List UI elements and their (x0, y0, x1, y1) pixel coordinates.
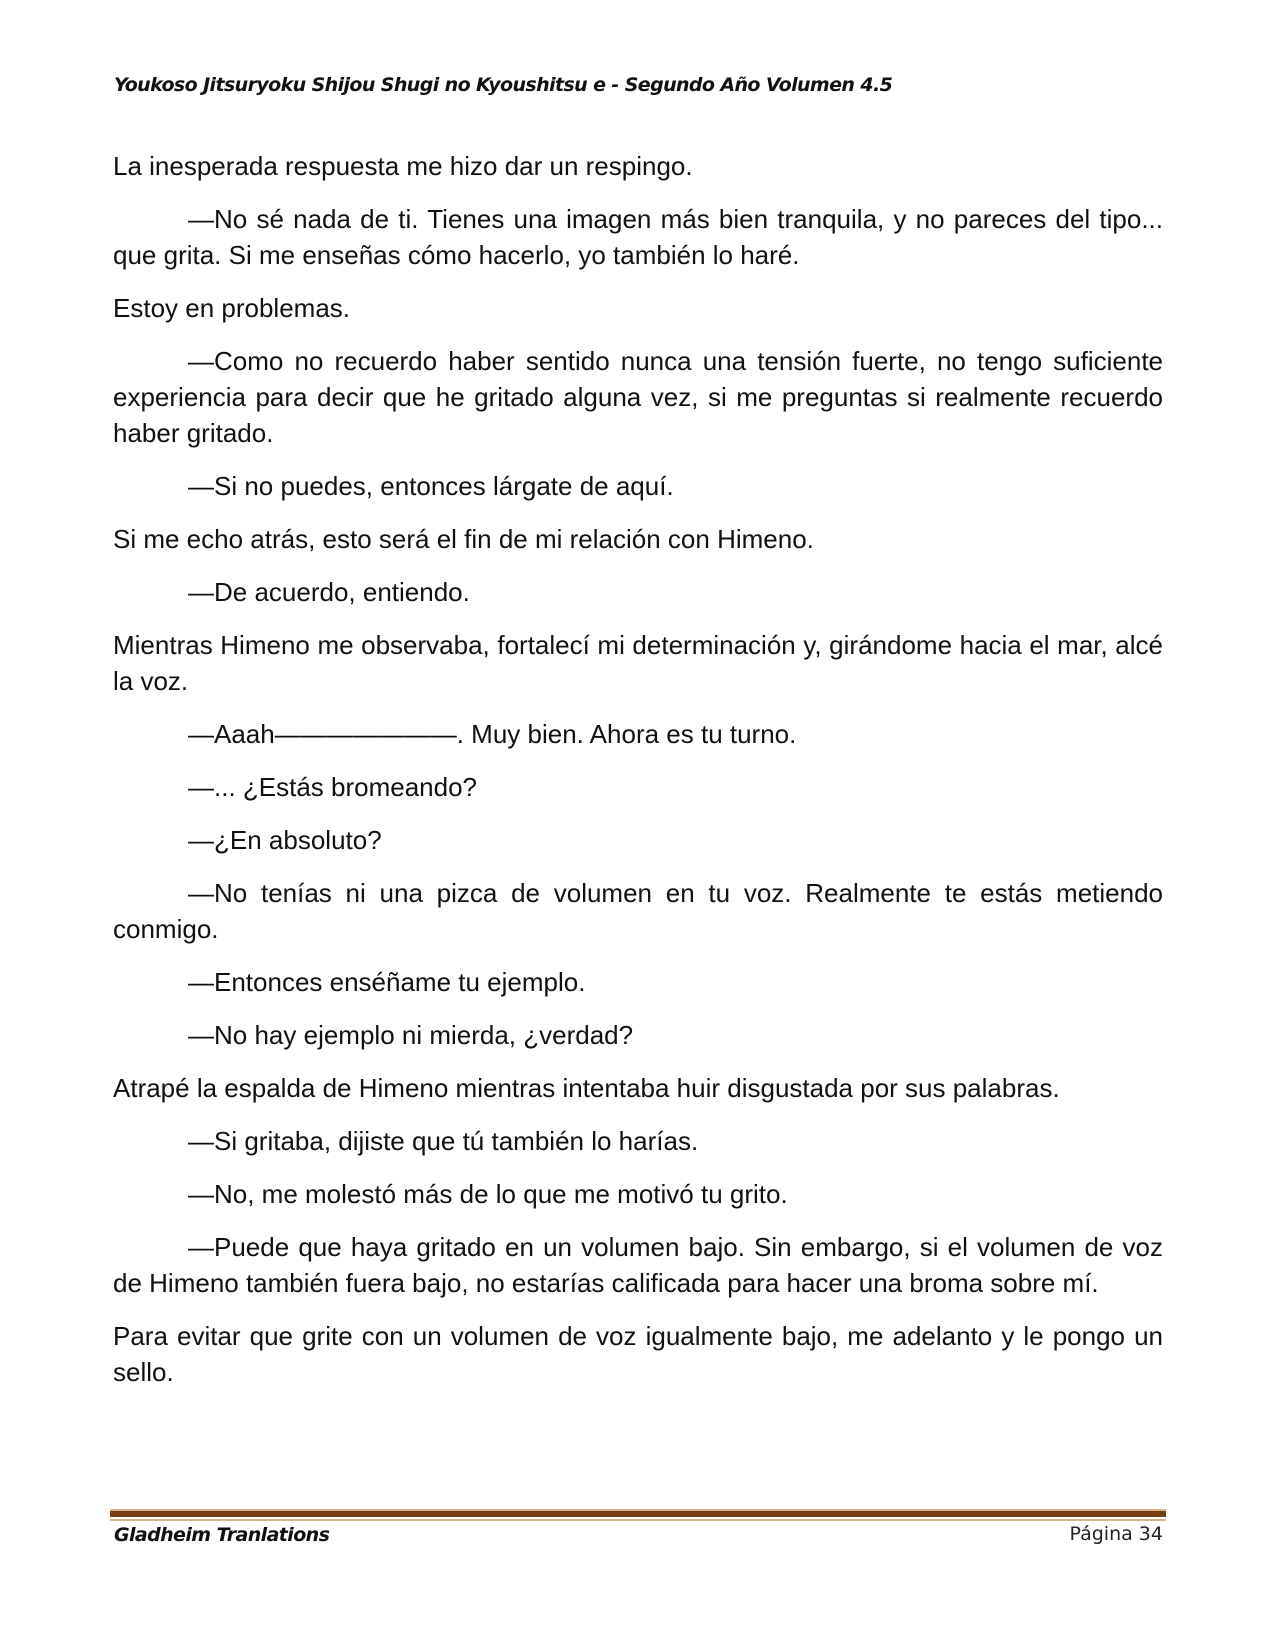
dialogue-paragraph: —¿En absoluto? (188, 825, 382, 855)
narration-paragraph: Mientras Himeno me observaba, fortalecí mi determinación y, girándome hacia el mar, alcé la voz. (113, 630, 1163, 696)
narration-paragraph: La inesperada respuesta me hizo dar un respingo. (113, 151, 693, 181)
dialogue-paragraph: —No tenías ni una pizca de volumen en tu voz. Realmente te estás metiendo conmigo. (113, 878, 1163, 944)
dialogue-paragraph: —Entonces enséñame tu ejemplo. (188, 967, 586, 997)
narration-paragraph: Si me echo atrás, esto será el fin de mi relación con Himeno. (113, 524, 814, 554)
dialogue-paragraph: —No sé nada de ti. Tienes una imagen más bien tranquila, y no pareces del tipo... que grita. Si me enseñas cómo hacerlo, yo también lo haré. (113, 204, 1163, 270)
narration-paragraph: Atrapé la espalda de Himeno mientras intentaba huir disgustada por sus palabras. (113, 1073, 1060, 1103)
dialogue-paragraph: —... ¿Estás bromeando? (188, 772, 478, 802)
dialogue-paragraph: —No, me molestó más de lo que me motivó tu grito. (188, 1179, 788, 1209)
narration-paragraph: Estoy en problemas. (113, 293, 351, 323)
footer-divider (110, 1509, 1166, 1521)
dialogue-paragraph: —No hay ejemplo ni mierda, ¿verdad? (188, 1020, 634, 1050)
page-body (113, 148, 1163, 1407)
narration-paragraph: Para evitar que grite con un volumen de voz igualmente bajo, me adelanto y le pongo un sello. (113, 1321, 1163, 1387)
dialogue-paragraph: —De acuerdo, entiendo. (188, 577, 470, 607)
page-number: Página 34 (1069, 1523, 1163, 1545)
dialogue-paragraph: —Si gritaba, dijiste que tú también lo harías. (188, 1126, 699, 1156)
dialogue-paragraph: —Si no puedes, entonces lárgate de aquí. (188, 471, 674, 501)
running-header: Youkoso Jitsuryoku Shijou Shugi no Kyoushitsu e - Segundo Año Volumen 4.5 (114, 74, 893, 96)
dialogue-paragraph: —Como no recuerdo haber sentido nunca una tensión fuerte, no tengo suficiente experiencia para decir que he gritado alguna vez, si me preguntas si realmente recuerdo haber gritado. (113, 346, 1163, 448)
dialogue-paragraph: —Puede que haya gritado en un volumen bajo. Sin embargo, si el volumen de voz de Himeno también fuera bajo, no estarías calificada para hacer una broma sobre mí. (113, 1232, 1163, 1298)
dialogue-paragraph: —Aaah———————. Muy bien. Ahora es tu turno. (188, 719, 797, 749)
footer-publisher: Gladheim Tranlations (114, 1524, 330, 1546)
